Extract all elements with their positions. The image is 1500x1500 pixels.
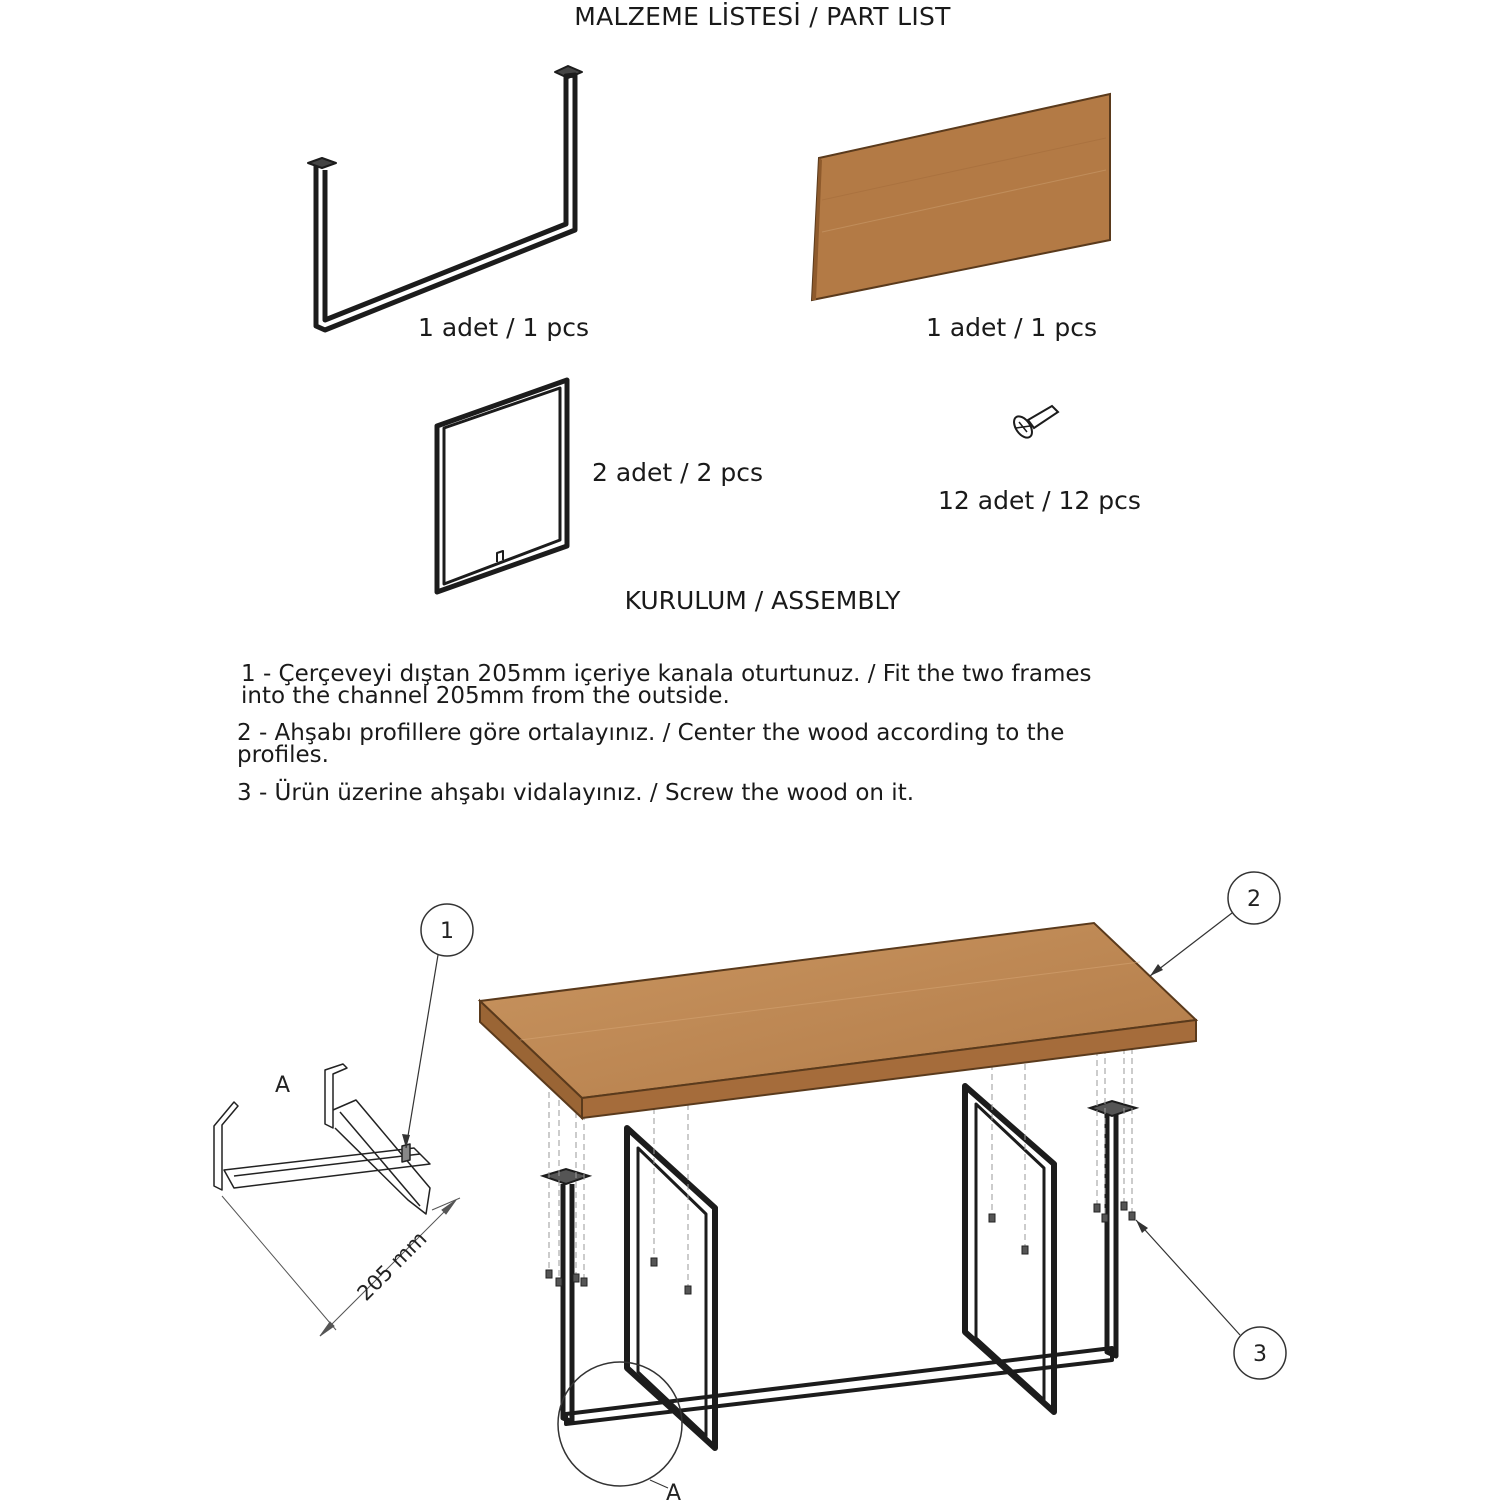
assembly-title: KURULUM / ASSEMBLY: [624, 586, 901, 615]
callout-3-label: 3: [1253, 1342, 1267, 1367]
dimension-label: 205 mm: [352, 1226, 432, 1306]
assembly-drawing: [480, 923, 1196, 1488]
part-wood-board-drawing: [812, 94, 1110, 300]
part-list-title: MALZEME LİSTESİ / PART LIST: [574, 2, 951, 31]
part-screw-drawing: [1010, 406, 1058, 441]
assembly-step-2: 2 - Ahşabı profillere göre ortalayınız. / Center the wood according to the profiles.: [237, 720, 1065, 768]
part-rect-frame-drawing: [437, 380, 567, 592]
assembly-step-1: 1 - Çerçeveyi dıştan 205mm içeriye kanala oturtunuz. / Fit the two frames into the channel 205mm from the outside.: [241, 661, 1092, 709]
callout-2-label: 2: [1247, 887, 1261, 912]
callout-1-label: 1: [440, 919, 454, 944]
detail-a-label: A: [275, 1073, 291, 1098]
callout-1: [402, 904, 473, 1148]
detail-a-drawing: [214, 1064, 430, 1214]
qty-screw: 12 adet / 12 pcs: [938, 486, 1141, 515]
qty-rect-frame: 2 adet / 2 pcs: [592, 458, 764, 487]
assembly-step-3: 3 - Ürün üzerine ahşabı vidalayınız. / Screw the wood on it.: [237, 780, 915, 806]
detail-a-marker: A: [666, 1481, 682, 1500]
qty-wood-top: 1 adet / 1 pcs: [926, 313, 1098, 342]
dimension-205mm: [222, 1196, 460, 1336]
qty-leg-frame: 1 adet / 1 pcs: [418, 313, 590, 342]
part-leg-frame-drawing: [308, 66, 582, 330]
